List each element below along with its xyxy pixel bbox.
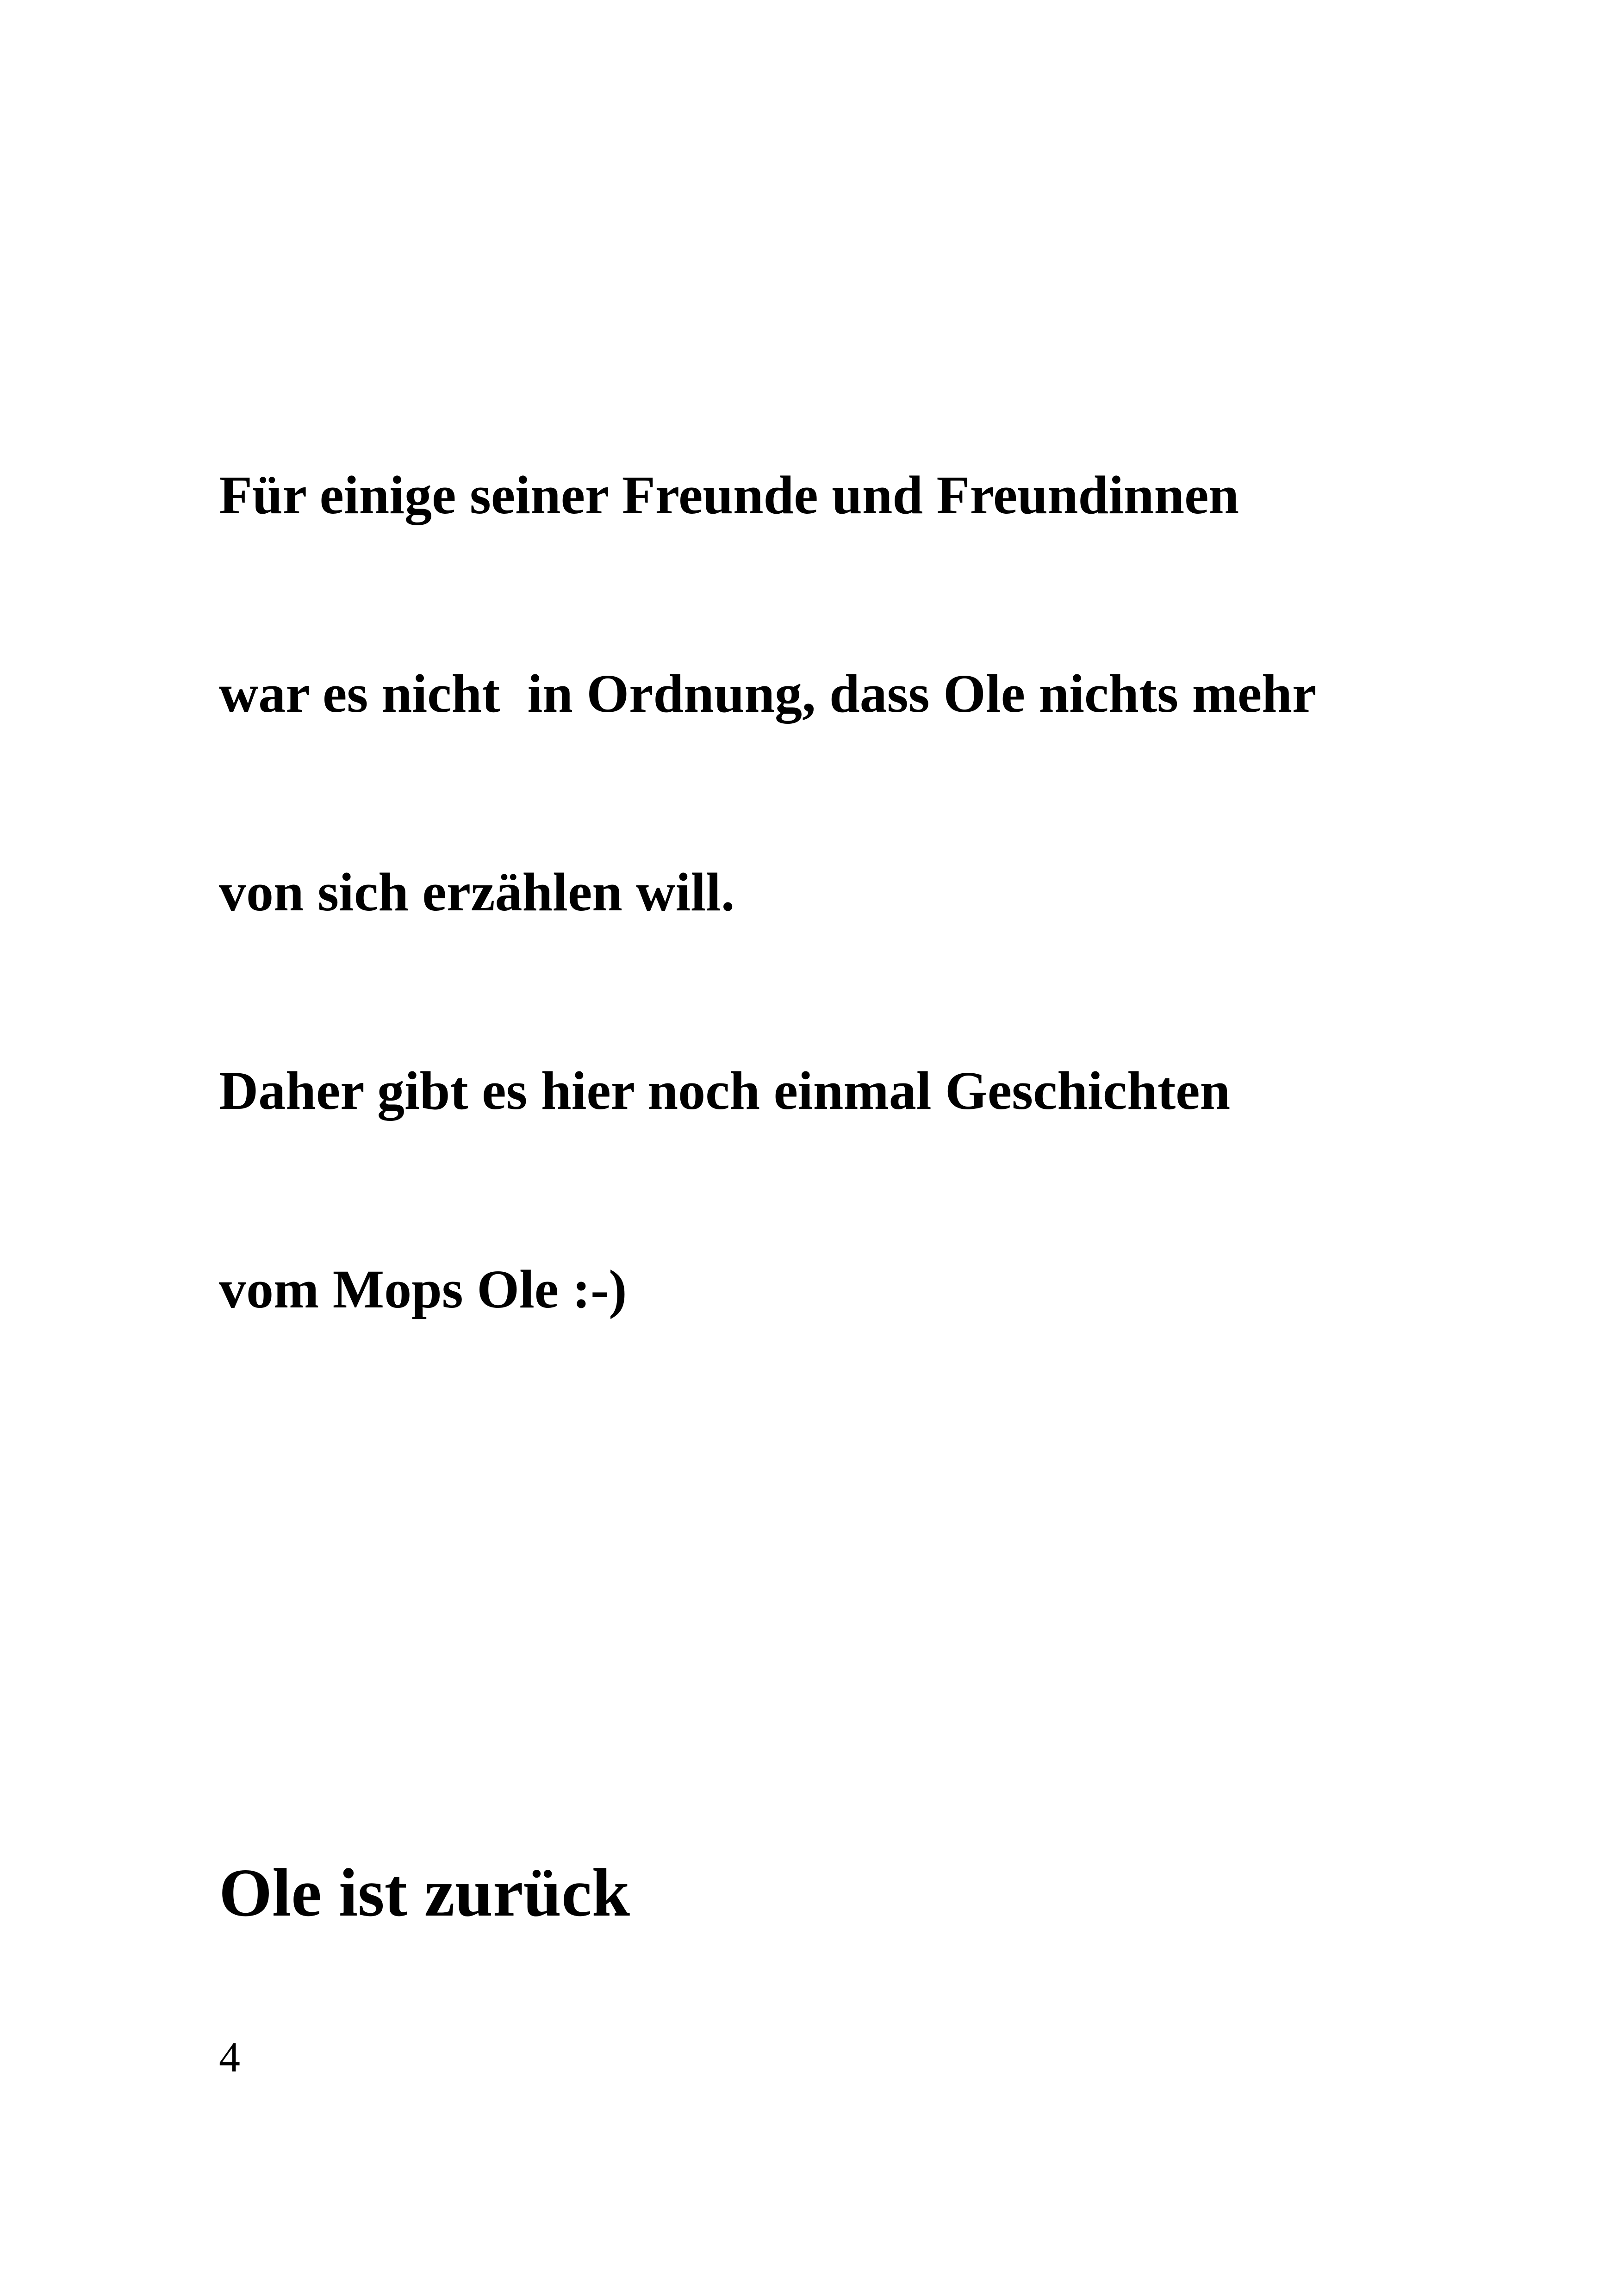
- page-number: 4: [219, 2034, 240, 2081]
- intro-line-5: vom Mops Ole :-): [219, 1259, 627, 1319]
- intro-paragraph: [219, 330, 1492, 1455]
- intro-line-4: Daher gibt es hier noch einmal Geschichten: [219, 1060, 1231, 1121]
- intro-line-2: war es nicht in Ordnung, dass Ole nichts mehr: [219, 663, 1317, 724]
- intro-line-3: von sich erzählen will.: [219, 862, 735, 922]
- intro-line-1: Für einige seiner Freunde und Freundinnen: [219, 465, 1239, 525]
- chapter-title: Ole ist zurück: [219, 1855, 630, 1931]
